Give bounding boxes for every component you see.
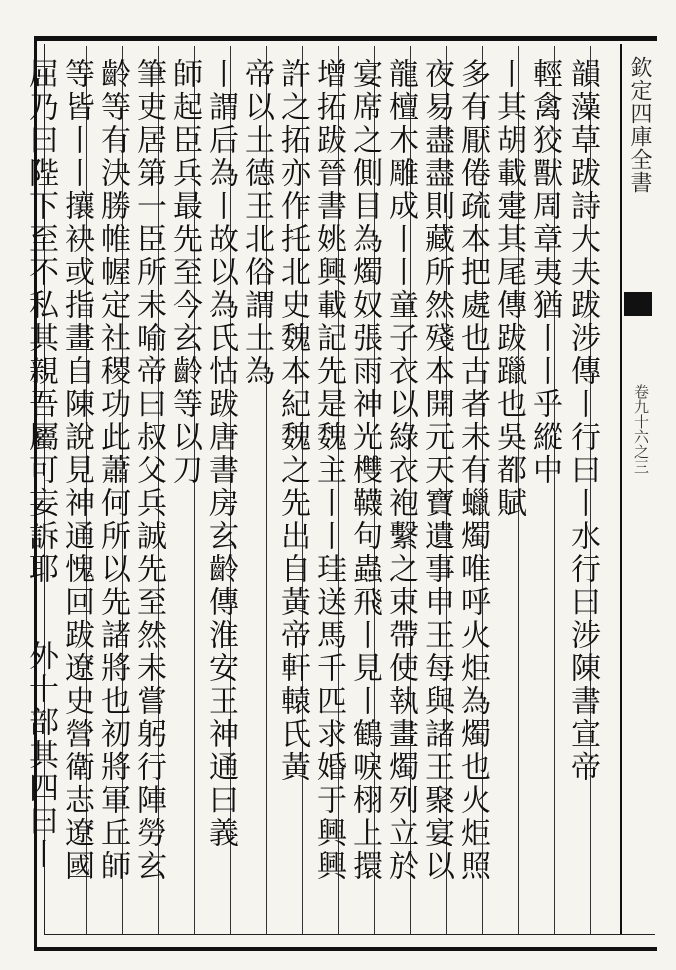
text-column-15: 等皆丨丨攘袂或指畫自陳說見神通愧回跋遼史營衛志遼國: [59, 58, 94, 883]
margin-header: 欽定四庫全書: [627, 56, 652, 194]
margin-subheader: 卷九十六之三: [632, 384, 650, 474]
text-column-12: 師起臣兵最先至今玄齡等以刀: [167, 58, 202, 487]
text-column-9: 許之拓亦作托北史魏本紀魏之先出自黃帝軒轅氏黃: [275, 58, 310, 784]
text-column-13: 筆吏居第一臣所未喻帝曰叔父兵誠先至然未嘗躬行陣勞玄: [131, 58, 166, 883]
text-column-8: 增拓跋晉書姚興載記先是魏主丨丨珪送馬千匹求婚于興興: [311, 58, 346, 883]
text-column-2: 輕禽狡獸周章夷猶丨丨乎縱中: [527, 58, 562, 487]
text-column-1: 韻藻草跋詩大夫跋涉傳丨行曰丨水行曰涉陳書宣帝: [565, 58, 600, 784]
text-column-4: 多有厭倦疏本把處也古者未有蠟燭唯呼火炬為燭也火炬照: [455, 58, 490, 883]
text-column-7: 宴席之側目為燭奴張雨神光欆韈句蟲飛丨見丨鶴唳栩上擐: [347, 58, 382, 883]
text-column-16: 外十部其四曰丨: [23, 640, 58, 871]
text-column-5: 夜易盡盡則藏所然殘本開元天寶遺事申王每與諸王聚宴以: [419, 58, 454, 883]
text-column-17: 屈乃曰陛下至不私其親吾屬可妄訴耶: [23, 58, 58, 586]
text-column-3: 丨其胡載疐其尾傳跋躐也吳都賦: [491, 58, 526, 520]
text-column-10: 帝以土德王北俗謂土為: [239, 58, 274, 388]
text-column-11: 丨謂后為丨故以為氏怙跋唐書房玄齡傳淮安王神通曰義: [203, 58, 238, 850]
text-column-6: 龍檀木雕成丨丨童子衣以綠衣袍繫之束帶使執畫燭列立於: [383, 58, 418, 883]
text-column-14: 齡等有決勝帷幄定社稷功此蕭何所以先諸將也初將軍丘師: [95, 58, 130, 883]
fish-tail-mark: [624, 292, 652, 316]
